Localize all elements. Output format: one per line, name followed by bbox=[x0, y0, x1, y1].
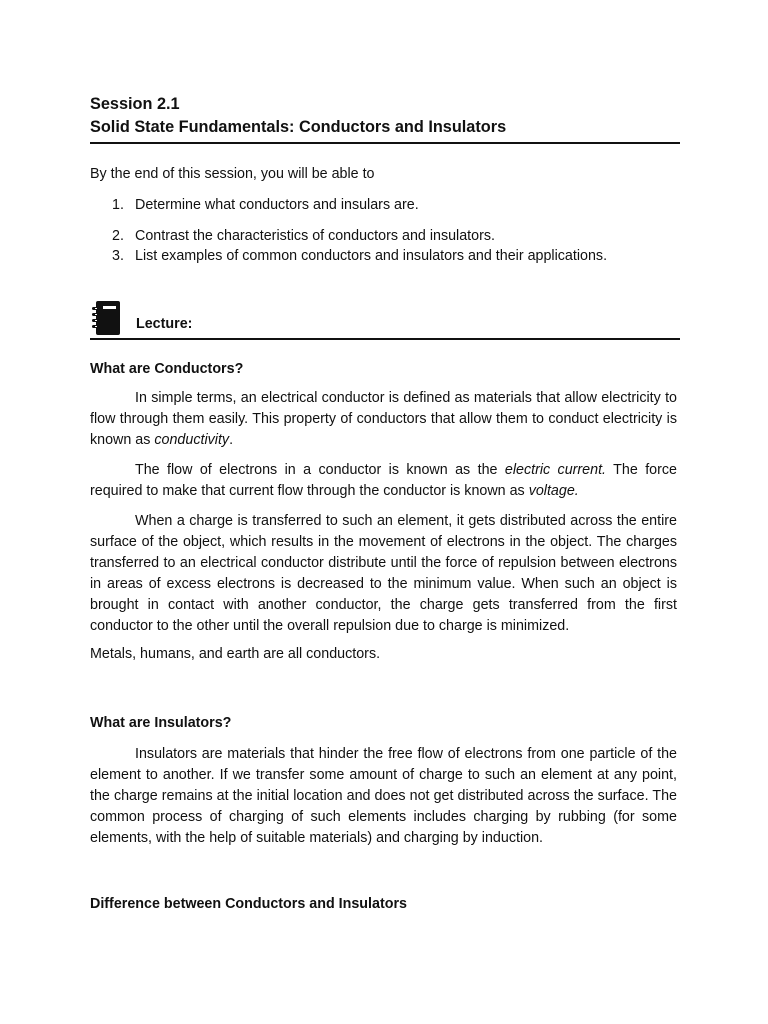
conductors-paragraph-4: Metals, humans, and earth are all conductors. bbox=[90, 646, 381, 662]
objective-item bbox=[112, 226, 672, 246]
notebook-icon bbox=[92, 300, 122, 336]
insulators-heading: What are Insulators? bbox=[90, 715, 232, 731]
session-number: Session 2.1 bbox=[90, 95, 180, 113]
lecture-divider bbox=[90, 338, 680, 340]
objective-number: 1. bbox=[112, 197, 124, 213]
conductors-paragraph-2: The flow of electrons in a conductor is known as the electric current. The force required to make that current flow through the conductor is known as voltage. bbox=[90, 462, 677, 499]
conductors-paragraph-3: When a charge is transferred to such an element, it gets distributed across the entire surface of the object, which results in the movement of electrons in the object. The charges transferred to an electrical conductor distribute until the force of repulsion between electrons in areas of excess electrons is decreased to the minimum value. When such an object is brought in contact with another conductor, the charge gets transferred from the first conductor to the other until the overall repulsion due to charge is minimized. bbox=[90, 513, 677, 634]
objective-text: List examples of common conductors and insulators and their applications. bbox=[135, 248, 608, 264]
objective-item bbox=[112, 195, 672, 215]
objective-item bbox=[112, 246, 672, 266]
conductors-heading: What are Conductors? bbox=[90, 361, 244, 377]
insulators-paragraph-1: Insulators are materials that hinder the free flow of electrons from one particle of the element to another. If we transfer some amount of charge to such an element at any point, the charge remains at the initial location and does not get distributed across the surface. The common process of charging of such elements includes charging by rubbing (for some elements, with the help of suitable materials) and charging by induction. bbox=[90, 746, 677, 846]
objective-text: Determine what conductors and insulars are. bbox=[135, 197, 419, 213]
difference-heading: Difference between Conductors and Insulators bbox=[90, 896, 407, 912]
objective-text: Contrast the characteristics of conductors and insulators. bbox=[135, 228, 495, 244]
objective-number: 3. bbox=[112, 248, 124, 264]
intro-text: By the end of this session, you will be able to bbox=[90, 166, 375, 182]
title-divider bbox=[90, 142, 680, 144]
conductors-paragraph-1: In simple terms, an electrical conductor is defined as materials that allow electricity to flow through them easily. This property of conductors that allow them to conduct electricity is known as conductivity. bbox=[90, 390, 677, 448]
lecture-label: Lecture: bbox=[136, 316, 193, 332]
session-title: Solid State Fundamentals: Conductors and Insulators bbox=[90, 118, 507, 136]
objective-number: 2. bbox=[112, 228, 124, 244]
